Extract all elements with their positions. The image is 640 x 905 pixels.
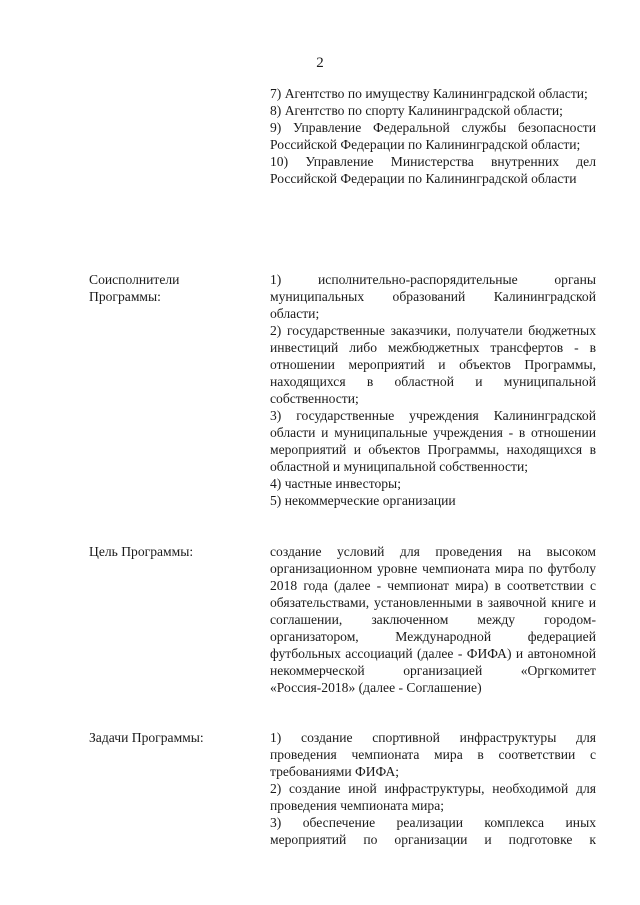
task-item: 1) создание спортивной инфраструктуры для проведения чемпионата мира в соответствии с требованиями ФИФА; [270, 730, 596, 779]
page-number: 2 [316, 55, 324, 71]
agency-item: 10) Управление Министерства внутренних дел Российской Федерации по Калининградской области [270, 154, 596, 186]
goal-text: создание условий для проведения на высоком организационном уровне чемпионата мира по футболу 2018 года (далее - чемпионат мира) в соответствии с обязательствами, установленными в заявочной книге и соглашении, заключенном между городом-организатором, Международной федерацией футбольных ассоциаций (далее - ФИФА) и автономной некоммерческой организацией «Оргкомитет «Россия-2018» (далее - Соглашение) [270, 544, 596, 695]
agency-item: 7) Агентство по имуществу Калининградской области; [270, 86, 588, 101]
goal-label: Цель Программы: [89, 544, 194, 559]
goal-text-block [270, 543, 596, 696]
co-executors-list [270, 271, 596, 509]
co-executors-label-line: Программы: [89, 289, 161, 304]
tasks-list [270, 729, 596, 848]
agency-item: 9) Управление Федеральной службы безопасности Российской Федерации по Калининградской области; [270, 120, 596, 152]
tasks-label: Задачи Программы: [89, 730, 204, 745]
agencies-list [270, 85, 596, 187]
co-executors-label-line: Соисполнители [89, 272, 180, 287]
co-executors-label [89, 271, 259, 305]
co-executor-item: 5) некоммерческие организации [270, 493, 456, 508]
co-executor-item: 1) исполнительно-распорядительные органы муниципальных образований Калининградской области; [270, 272, 596, 321]
co-executor-item: 3) государственные учреждения Калининградской области и муниципальные учреждения - в отношении мероприятий и объектов Программы, находящихся в областной и муниципальной собственности; [270, 408, 596, 474]
co-executor-item: 2) государственные заказчики, получатели бюджетных инвестиций либо межбюджетных трансфертов - в отношении мероприятий и объектов Программы, находящихся в областной и муниципальной собственности; [270, 323, 596, 406]
task-item: 2) создание иной инфраструктуры, необходимой для проведения чемпионата мира; [270, 781, 596, 813]
task-item: 3) обеспечение реализации комплекса иных мероприятий по организации и подготовке к [270, 815, 596, 847]
agency-item: 8) Агентство по спорту Калининградской области; [270, 103, 563, 118]
co-executor-item: 4) частные инвесторы; [270, 476, 401, 491]
